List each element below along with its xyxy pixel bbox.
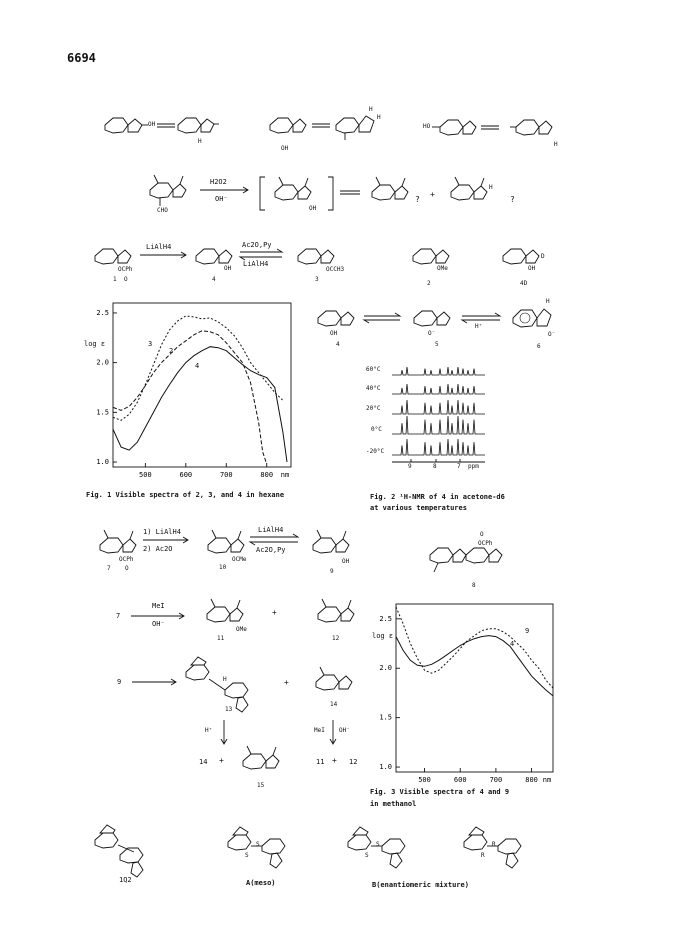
compound-number: 11: [217, 635, 225, 642]
label-h: H: [546, 298, 550, 305]
reagent-h2o2: H2O2: [210, 178, 227, 186]
nmr-axis-unit: ppm: [468, 463, 479, 470]
y-tick-label: 2.0: [379, 664, 392, 673]
label-d: D: [541, 253, 545, 260]
x-tick-label: 700: [219, 471, 233, 479]
nmr-axis-tick: 9: [408, 463, 412, 470]
reagent-lialh4: 1) LiAlH4: [143, 528, 181, 536]
compound-number: 12: [349, 758, 358, 766]
reagent-mei: MeI: [314, 727, 325, 734]
y-tick-label: 2.5: [379, 614, 392, 623]
fig2-caption-line2: at various temperatures: [370, 504, 467, 512]
fig3-curve-label: 4: [510, 640, 515, 648]
stereo-label: S: [376, 841, 380, 848]
y-tick-label: 1.5: [379, 713, 392, 722]
x-tick-label: 800: [260, 471, 274, 479]
reagent-lialh4: LiAlH4: [243, 260, 269, 268]
label-h-plus: H⁺: [205, 727, 213, 734]
azulenone-structure-2: [336, 116, 374, 140]
y-tick-label: 1.5: [96, 408, 109, 417]
label-question: ?: [510, 195, 515, 204]
label-o-minus: O⁻: [428, 330, 436, 337]
label-plus: +: [284, 678, 289, 687]
series-line-9: [396, 607, 553, 688]
x-axis-unit: nm: [280, 471, 290, 479]
label-h: H: [377, 114, 381, 121]
y-tick-label: 1.0: [379, 763, 392, 772]
compound-number: 6: [537, 343, 541, 350]
x-axis-unit: nm: [542, 776, 552, 784]
compound-number: 9: [330, 568, 334, 575]
compound-number: 4: [336, 341, 340, 348]
compound-8-structure: [430, 548, 502, 572]
y-tick-label: 2.5: [96, 308, 109, 317]
y-tick-label: 2.0: [96, 358, 109, 367]
fig1-curve-label: 4: [195, 362, 200, 370]
label-h-plus: H⁺: [475, 323, 483, 330]
compound-number: 4: [212, 276, 216, 283]
nmr-temp-label: -20°C: [366, 448, 385, 455]
compound-number: 2: [427, 280, 431, 287]
fig1-curve-label: 3: [148, 340, 153, 348]
compound-12-structure: [318, 599, 354, 622]
intermediate-structure: [275, 177, 311, 200]
nmr-temp-label: 0°C: [371, 426, 382, 433]
compound-number: 11: [316, 758, 325, 766]
label-ho: HO: [423, 123, 431, 130]
label-h: H: [369, 106, 373, 113]
compound-number: 10: [219, 564, 227, 571]
compound-number: 3: [315, 276, 319, 283]
label-h: H: [198, 138, 202, 145]
reagent-ac2o-py: Ac2O,Py: [256, 546, 286, 554]
nmr-trace: [392, 416, 485, 434]
fig2-caption: Fig. 2 ¹H-NMR of 4 in acetone-d6: [370, 493, 505, 501]
compound-number: 12: [332, 635, 340, 642]
label-ocph: OCPh: [478, 540, 493, 547]
nmr-trace: [392, 367, 485, 375]
stereo-label: S: [256, 841, 260, 848]
reagent-ac2o: 2) Ac2O: [143, 545, 173, 553]
label-ocph: OCPh: [119, 556, 134, 563]
label-oh: OH: [148, 121, 156, 128]
label-oh: OH: [330, 330, 338, 337]
label-o: O: [480, 531, 484, 538]
azulenol-structure-1: [105, 118, 148, 133]
label-oh: OH: [309, 205, 317, 212]
compound-number: 15: [257, 782, 265, 789]
label-o: O: [125, 565, 129, 572]
azulenol-structure-2: [270, 118, 306, 133]
fig3-caption: Fig. 3 Visible spectra of 4 and 9: [370, 788, 510, 796]
stereo-label: R: [481, 852, 485, 859]
label-h: H: [489, 184, 493, 191]
stereo-label: S: [365, 852, 369, 859]
compound-number: 4D: [520, 280, 528, 287]
reagent-oh: OH⁻: [152, 620, 165, 628]
label-ocme: OCMe: [232, 556, 247, 563]
aldehyde-structure: [150, 175, 186, 206]
x-tick-label: 500: [418, 776, 431, 784]
azulenone-structure-3: [510, 120, 552, 135]
x-tick-label: 800: [525, 776, 538, 784]
label-o-minus: O⁻: [548, 331, 556, 338]
label-h: H: [554, 141, 558, 148]
label-plus: +: [332, 756, 337, 765]
nmr-temp-label: 20°C: [366, 405, 381, 412]
label-plus: +: [272, 608, 277, 617]
nmr-trace: [392, 384, 485, 394]
reagent-lialh4: LiAlH4: [258, 526, 284, 534]
compound-number: 14: [199, 758, 208, 766]
x-tick-label: 500: [139, 471, 152, 479]
compound-13-structure: [186, 657, 248, 712]
compound-2-structure: [413, 249, 449, 264]
compound-label-1q2: 1Q2: [119, 876, 132, 884]
page-number: 6694: [67, 51, 96, 65]
compound-15-structure: [243, 746, 279, 769]
nmr-axis-tick: 7: [457, 463, 461, 470]
fig1-caption: Fig. 1 Visible spectra of 2, 3, and 4 in hexane: [86, 491, 285, 499]
reagent-ac2o-py: Ac2O,Py: [242, 241, 272, 249]
nmr-trace: [392, 439, 485, 455]
compound-6-structure: [513, 309, 551, 327]
y-tick-label: 1.0: [96, 458, 109, 467]
label-question: ?: [415, 195, 420, 204]
x-tick-label: 700: [489, 776, 503, 784]
product-structure-a: [372, 177, 408, 200]
compound-4-structure: [196, 249, 232, 264]
label-ome: OMe: [437, 265, 448, 272]
compound-number: 7: [116, 612, 121, 620]
label-oh: OH: [281, 145, 289, 152]
compound-number: 13: [225, 706, 233, 713]
label-o: O: [124, 276, 128, 283]
compound-label-b-mixture: B(enantiomeric mixture): [372, 881, 469, 889]
label-h: H: [223, 676, 227, 683]
azulenone-structure-1: [178, 118, 219, 133]
stereo-label: R: [492, 841, 496, 848]
fig3-y-axis-label: log ε: [372, 632, 394, 640]
reagent-mei: MeI: [152, 602, 165, 610]
reagent-oh: OH⁻: [215, 195, 228, 203]
x-tick-label: 600: [453, 776, 467, 784]
compound-number: 1: [113, 276, 117, 283]
compound-5-structure: [414, 311, 450, 326]
fig1-curve-label: 2: [169, 347, 174, 355]
compound-1-structure: [95, 249, 131, 264]
product-structure-b: [451, 177, 487, 200]
compound-number: 14: [330, 701, 338, 708]
compound-14-structure: [316, 667, 352, 690]
label-ome: OMe: [236, 626, 247, 633]
series-line-4: [113, 347, 287, 462]
nmr-trace: [392, 400, 485, 414]
compound-number: 8: [472, 582, 476, 589]
label-oh: OH: [342, 558, 350, 565]
reagent-oh: OH⁻: [339, 727, 350, 734]
compound-number: 9: [117, 678, 122, 686]
nmr-temp-label: 60°C: [366, 366, 381, 373]
reagent-lialh4: LiAlH4: [146, 243, 172, 251]
label-plus: +: [219, 756, 224, 765]
compound-number: 5: [435, 341, 439, 348]
label-plus: +: [430, 190, 435, 199]
x-tick-label: 600: [179, 471, 193, 479]
compound-label-a-meso: A(meso): [246, 879, 276, 887]
fig1-y-axis-label: log ε: [84, 340, 106, 348]
label-oh: OH: [224, 265, 232, 272]
stereo-label: S: [245, 852, 249, 859]
label-ocph: OCPh: [118, 266, 133, 273]
compound-number: 7: [107, 565, 111, 572]
compound-7-structure: [100, 530, 136, 553]
label-cho: CHO: [157, 207, 168, 214]
compound-9-structure: [313, 530, 349, 553]
series-line-2: [113, 331, 267, 464]
dimer-1q2-structure: [95, 825, 143, 877]
nmr-axis-tick: 8: [433, 463, 437, 470]
compound-10-structure: [208, 530, 244, 553]
compound-3-structure: [298, 249, 334, 264]
nmr-temp-label: 40°C: [366, 385, 381, 392]
series-line-4: [396, 636, 553, 696]
label-occh3: OCCH3: [326, 266, 345, 273]
compound-11-structure: [207, 599, 243, 622]
fig3-caption-line2: in methanol: [370, 800, 417, 808]
fig3-curve-label: 9: [525, 627, 530, 635]
label-oh: OH: [528, 265, 536, 272]
compound-4d-structure: [503, 249, 539, 264]
azulenol-structure-3: [432, 120, 476, 135]
compound-4-structure: [318, 311, 354, 326]
